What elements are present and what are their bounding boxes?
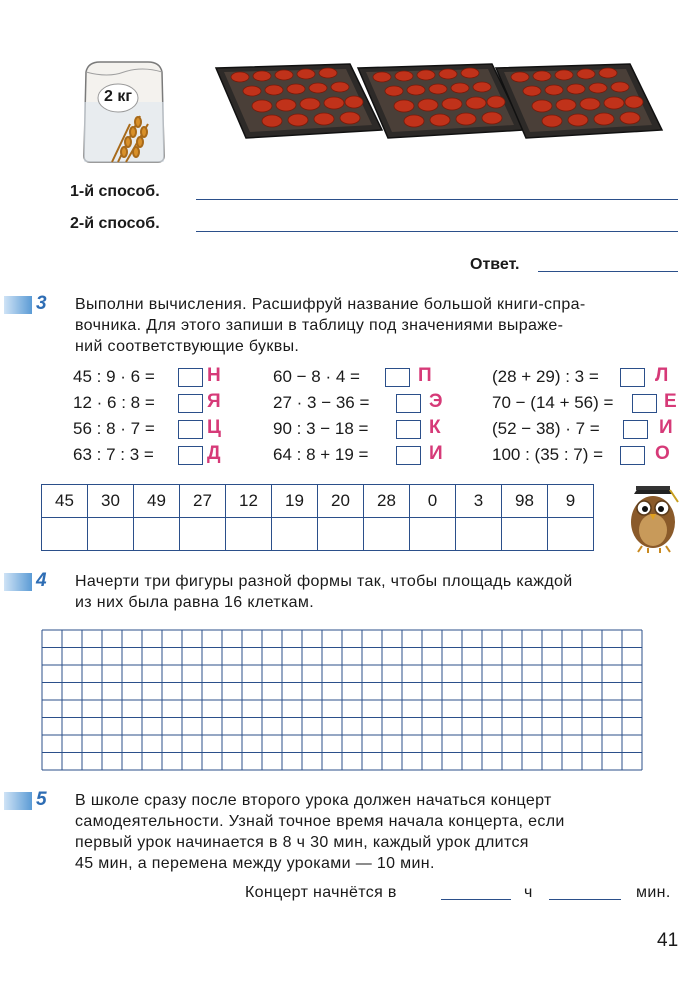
answer-box[interactable] — [396, 446, 421, 465]
cipher-value-cell: 28 — [364, 485, 410, 518]
cipher-letter: К — [429, 417, 441, 438]
answer-box[interactable] — [620, 446, 645, 465]
cipher-answer-cell[interactable] — [502, 518, 548, 551]
cipher-value-cell: 19 — [272, 485, 318, 518]
cipher-table — [41, 484, 594, 551]
task-4-text — [75, 571, 685, 613]
cipher-letter: И — [659, 417, 673, 438]
task-4-badge — [4, 573, 32, 591]
expression: (52 − 38) · 7 = — [492, 419, 600, 438]
cipher-letter: И — [429, 443, 443, 464]
answer-box[interactable] — [623, 420, 648, 439]
cipher-answer-cell[interactable] — [548, 518, 594, 551]
task-5-badge — [4, 792, 32, 810]
cipher-answer-cell[interactable] — [42, 518, 88, 551]
hours-unit: ч — [524, 884, 533, 901]
cipher-answer-cell[interactable] — [410, 518, 456, 551]
cipher-letter: О — [655, 443, 670, 464]
cipher-letter: Д — [207, 443, 221, 464]
answer-box[interactable] — [385, 368, 410, 387]
cipher-answer-cell[interactable] — [88, 518, 134, 551]
expression: 70 − (14 + 56) = — [492, 393, 614, 412]
method-2-answer-line[interactable] — [196, 231, 678, 232]
cipher-answers-row — [42, 518, 594, 551]
cipher-values-row — [42, 485, 594, 518]
task-4-line: Начерти три фигуры разной формы так, чтобы площадь каждой — [75, 573, 573, 590]
cipher-letter: Л — [655, 365, 669, 386]
expression: 60 − 8 · 4 = — [273, 367, 360, 386]
cipher-value-cell: 49 — [134, 485, 180, 518]
answer-box[interactable] — [178, 394, 203, 413]
task-5-line: первый урок начинается в 8 ч 30 мин, каждый урок длится — [75, 834, 529, 851]
cipher-answer-cell[interactable] — [364, 518, 410, 551]
answer-box[interactable] — [396, 394, 421, 413]
cipher-letter: Ц — [207, 417, 221, 438]
expression: 45 : 9 · 6 = — [73, 367, 155, 386]
cipher-answer-cell[interactable] — [226, 518, 272, 551]
cipher-answer-cell[interactable] — [134, 518, 180, 551]
minutes-unit: мин. — [636, 884, 671, 901]
expression: 64 : 8 + 19 = — [273, 445, 369, 464]
flour-weight-label: 2 кг — [104, 88, 133, 105]
baking-tray-3 — [490, 62, 665, 140]
cipher-value-cell: 20 — [318, 485, 364, 518]
answer-box[interactable] — [396, 420, 421, 439]
page-number: 41 — [657, 930, 679, 951]
answer-box[interactable] — [178, 368, 203, 387]
expression: 90 : 3 − 18 = — [273, 419, 369, 438]
expression: (28 + 29) : 3 = — [492, 367, 599, 386]
cipher-letter: Э — [429, 391, 443, 412]
expression: 56 : 8 · 7 = — [73, 419, 155, 438]
cipher-answer-cell[interactable] — [318, 518, 364, 551]
cipher-answer-cell[interactable] — [180, 518, 226, 551]
flour-bag-illustration — [78, 58, 168, 166]
cipher-value-cell: 30 — [88, 485, 134, 518]
cipher-letter: П — [418, 365, 432, 386]
answer-line[interactable] — [538, 271, 678, 272]
minutes-answer-line[interactable] — [549, 899, 621, 900]
cipher-answer-cell[interactable] — [272, 518, 318, 551]
method-1-answer-line[interactable] — [196, 199, 678, 200]
cipher-letter: Я — [207, 391, 221, 412]
method-1-label: 1-й способ. — [70, 183, 160, 200]
cipher-value-cell: 45 — [42, 485, 88, 518]
hours-answer-line[interactable] — [441, 899, 511, 900]
task-3-badge — [4, 296, 32, 314]
task-3-line: ний соответствующие буквы. — [75, 338, 300, 355]
task-3-line: вочника. Для этого запиши в таблицу под значениями выраже- — [75, 317, 564, 334]
task-5-line: самодеятельности. Узнай точное время начала концерта, если — [75, 813, 565, 830]
cipher-value-cell: 98 — [502, 485, 548, 518]
answer-label: Ответ. — [470, 256, 520, 273]
cipher-value-cell: 3 — [456, 485, 502, 518]
cipher-answer-cell[interactable] — [456, 518, 502, 551]
task-5-text — [75, 790, 685, 874]
cipher-letter: Е — [664, 391, 677, 412]
expression: 27 · 3 − 36 = — [273, 393, 370, 412]
task-3-number: 3 — [36, 293, 47, 314]
cipher-value-cell: 0 — [410, 485, 456, 518]
cipher-value-cell: 12 — [226, 485, 272, 518]
task-4-number: 4 — [36, 570, 47, 591]
answer-box[interactable] — [620, 368, 645, 387]
expression: 100 : (35 : 7) = — [492, 445, 604, 464]
expression: 63 : 7 : 3 = — [73, 445, 154, 464]
expression: 12 · 6 : 8 = — [73, 393, 155, 412]
cipher-letter: Н — [207, 365, 221, 386]
task-4-line: из них была равна 16 клеткам. — [75, 594, 315, 611]
task-5-line: 45 мин, а перемена между уроками — 10 мин. — [75, 855, 435, 872]
cipher-value-cell: 27 — [180, 485, 226, 518]
task-3-line: Выполни вычисления. Расшифруй название большой книги-спра- — [75, 296, 586, 313]
concert-answer-prefix: Концерт начнётся в — [245, 884, 397, 901]
answer-box[interactable] — [178, 446, 203, 465]
cipher-value-cell: 9 — [548, 485, 594, 518]
task-5-line: В школе сразу после второго урока должен начаться концерт — [75, 792, 552, 809]
method-2-label: 2-й способ. — [70, 215, 160, 232]
task-3-text — [75, 294, 685, 357]
answer-box[interactable] — [632, 394, 657, 413]
answer-box[interactable] — [178, 420, 203, 439]
owl-icon — [620, 482, 686, 554]
drawing-grid[interactable] — [41, 629, 643, 771]
task-5-number: 5 — [36, 789, 47, 810]
